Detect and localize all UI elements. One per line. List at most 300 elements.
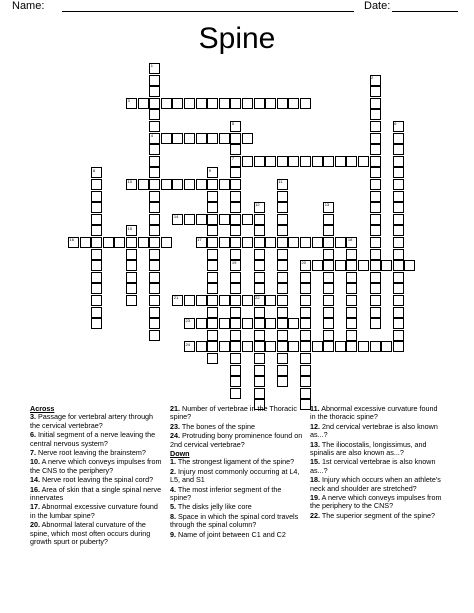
grid-cell[interactable] — [80, 237, 91, 248]
grid-cell[interactable] — [230, 283, 241, 294]
grid-cell[interactable] — [277, 214, 288, 225]
grid-cell[interactable] — [277, 156, 288, 167]
grid-cell[interactable] — [138, 98, 149, 109]
grid-cell[interactable] — [265, 156, 276, 167]
clue-text: Area of skin that a single spinal nerve innervates — [30, 484, 162, 503]
grid-cell[interactable] — [404, 260, 415, 271]
grid-cell[interactable] — [370, 272, 381, 283]
grid-cell[interactable] — [370, 202, 381, 213]
grid-cell[interactable] — [242, 237, 253, 248]
grid-cell[interactable] — [161, 98, 172, 109]
grid-cell[interactable] — [393, 133, 404, 144]
grid-cell[interactable] — [288, 237, 299, 248]
grid-cell[interactable] — [242, 295, 253, 306]
grid-cell[interactable] — [242, 133, 253, 144]
grid-cell[interactable] — [300, 156, 311, 167]
clue-number: 19 — [231, 260, 237, 266]
grid-cell[interactable] — [277, 237, 288, 248]
grid-cell[interactable] — [370, 144, 381, 155]
grid-cell[interactable] — [288, 318, 299, 329]
clue-number: 4. — [170, 484, 176, 494]
clue-number: 20. — [30, 520, 40, 530]
grid-cell[interactable] — [254, 330, 265, 341]
grid-cell[interactable] — [323, 283, 334, 294]
grid-cell[interactable] — [219, 98, 230, 109]
grid-cell[interactable] — [300, 330, 311, 341]
grid-cell[interactable] — [207, 272, 218, 283]
grid-cell[interactable] — [370, 341, 381, 352]
grid-cell[interactable] — [196, 341, 207, 352]
grid-cell[interactable] — [91, 318, 102, 329]
grid-cell[interactable] — [346, 307, 357, 318]
grid-cell[interactable] — [323, 330, 334, 341]
grid-cell[interactable] — [370, 86, 381, 97]
grid-cell[interactable] — [196, 179, 207, 190]
grid-cell[interactable] — [346, 272, 357, 283]
across-heading: Across — [30, 404, 55, 413]
grid-cell[interactable] — [207, 237, 218, 248]
grid-cell[interactable] — [149, 109, 160, 120]
grid-cell[interactable] — [254, 214, 265, 225]
grid-cell[interactable] — [277, 225, 288, 236]
clue-number: 9. — [170, 529, 176, 539]
grid-cell[interactable] — [230, 376, 241, 387]
grid-cell[interactable] — [149, 260, 160, 271]
grid-cell[interactable] — [230, 98, 241, 109]
grid-cell[interactable] — [277, 376, 288, 387]
grid-cell[interactable] — [196, 214, 207, 225]
grid-cell[interactable] — [323, 260, 334, 271]
grid-cell[interactable] — [381, 260, 392, 271]
grid-cell[interactable] — [277, 98, 288, 109]
grid-cell[interactable] — [393, 272, 404, 283]
grid-cell[interactable] — [393, 214, 404, 225]
clue-number: 1. — [170, 457, 176, 467]
grid-cell[interactable] — [323, 225, 334, 236]
grid-cell[interactable] — [393, 156, 404, 167]
grid-cell[interactable] — [207, 295, 218, 306]
grid-cell[interactable] — [219, 341, 230, 352]
grid-cell[interactable] — [184, 295, 195, 306]
grid-cell[interactable] — [219, 214, 230, 225]
grid-cell[interactable] — [149, 121, 160, 132]
grid-cell[interactable] — [312, 260, 323, 271]
grid-cell[interactable] — [161, 179, 172, 190]
grid-cell[interactable] — [230, 237, 241, 248]
grid-cell[interactable] — [393, 341, 404, 352]
grid-cell[interactable] — [277, 295, 288, 306]
grid-cell[interactable] — [300, 341, 311, 352]
grid-cell[interactable] — [346, 341, 357, 352]
grid-cell[interactable] — [230, 307, 241, 318]
grid-cell[interactable] — [207, 202, 218, 213]
grid-cell[interactable] — [312, 341, 323, 352]
grid-cell[interactable] — [254, 272, 265, 283]
date-label: Date: — [364, 0, 391, 12]
grid-cell[interactable] — [381, 341, 392, 352]
grid-cell[interactable] — [323, 249, 334, 260]
grid-cell[interactable] — [393, 225, 404, 236]
grid-cell[interactable] — [91, 214, 102, 225]
grid-cell[interactable] — [149, 86, 160, 97]
grid-cell[interactable] — [277, 353, 288, 364]
grid-cell[interactable] — [254, 249, 265, 260]
clue-text: Passage for vertebral artery through the cervical vertebrae? — [30, 412, 154, 430]
grid-cell[interactable] — [196, 295, 207, 306]
grid-cell[interactable] — [230, 167, 241, 178]
grid-cell[interactable] — [346, 283, 357, 294]
grid-cell[interactable] — [277, 330, 288, 341]
clue-number: 10. — [30, 457, 40, 467]
grid-cell[interactable] — [254, 341, 265, 352]
grid-cell[interactable] — [196, 98, 207, 109]
grid-cell[interactable] — [323, 341, 334, 352]
grid-cell[interactable] — [149, 237, 160, 248]
grid-cell[interactable] — [300, 307, 311, 318]
grid-cell[interactable] — [370, 191, 381, 202]
grid-cell[interactable] — [393, 191, 404, 202]
grid-cell[interactable] — [265, 295, 276, 306]
clue-text: Abnormal excessive curvature found in the thoracic spine? — [310, 404, 438, 422]
grid-cell[interactable] — [370, 260, 381, 271]
grid-cell[interactable] — [300, 98, 311, 109]
grid-cell[interactable] — [370, 237, 381, 248]
grid-cell[interactable] — [370, 214, 381, 225]
grid-cell[interactable] — [335, 156, 346, 167]
grid-cell[interactable] — [172, 133, 183, 144]
grid-cell[interactable] — [149, 225, 160, 236]
grid-cell[interactable] — [254, 156, 265, 167]
grid-cell[interactable] — [370, 156, 381, 167]
clue-number: 2 — [371, 74, 374, 80]
grid-cell[interactable] — [323, 307, 334, 318]
grid-cell[interactable] — [393, 260, 404, 271]
grid-cell[interactable] — [254, 260, 265, 271]
grid-cell[interactable] — [91, 191, 102, 202]
grid-cell[interactable] — [149, 330, 160, 341]
grid-cell[interactable] — [277, 318, 288, 329]
grid-cell[interactable] — [254, 225, 265, 236]
clue-item — [170, 405, 304, 422]
grid-cell[interactable] — [300, 353, 311, 364]
grid-cell[interactable] — [149, 318, 160, 329]
grid-cell[interactable] — [230, 191, 241, 202]
clue-text: 2nd cervical vertebrae is also known as...? — [310, 421, 438, 440]
grid-cell[interactable] — [91, 260, 102, 271]
grid-cell[interactable] — [346, 249, 357, 260]
grid-cell[interactable] — [103, 237, 114, 248]
grid-cell[interactable] — [126, 295, 137, 306]
grid-cell[interactable] — [91, 249, 102, 260]
grid-cell[interactable] — [277, 260, 288, 271]
clue-item — [170, 458, 304, 466]
grid-cell[interactable] — [149, 144, 160, 155]
grid-cell[interactable] — [207, 283, 218, 294]
grid-cell[interactable] — [91, 225, 102, 236]
grid-cell[interactable] — [242, 98, 253, 109]
grid-cell[interactable] — [149, 75, 160, 86]
grid-cell[interactable] — [242, 318, 253, 329]
grid-cell[interactable] — [323, 272, 334, 283]
grid-cell[interactable] — [277, 272, 288, 283]
clue-number: 8. — [170, 511, 176, 521]
grid-cell[interactable] — [126, 283, 137, 294]
grid-cell[interactable] — [242, 214, 253, 225]
grid-cell[interactable] — [393, 144, 404, 155]
grid-cell[interactable] — [149, 167, 160, 178]
clue-text: The most inferior segment of the spine? — [170, 484, 282, 503]
grid-cell[interactable] — [254, 237, 265, 248]
clue-item — [170, 503, 304, 511]
grid-cell[interactable] — [277, 307, 288, 318]
clue-number: 5. — [170, 502, 176, 512]
grid-cell[interactable] — [207, 341, 218, 352]
clue-item — [310, 494, 444, 511]
grid-cell[interactable] — [254, 353, 265, 364]
grid-cell[interactable] — [254, 307, 265, 318]
grid-cell[interactable] — [207, 353, 218, 364]
grid-cell[interactable] — [230, 272, 241, 283]
grid-cell[interactable] — [149, 307, 160, 318]
clue-number: 17. — [30, 502, 40, 512]
grid-cell[interactable] — [230, 179, 241, 190]
grid-cell[interactable] — [207, 98, 218, 109]
grid-cell[interactable] — [277, 191, 288, 202]
clues-column-2 — [170, 405, 304, 540]
clue-number: 13. — [310, 439, 320, 449]
grid-cell[interactable] — [149, 98, 160, 109]
grid-cell[interactable] — [288, 341, 299, 352]
grid-cell[interactable] — [370, 249, 381, 260]
grid-cell[interactable] — [323, 237, 334, 248]
grid-cell[interactable] — [323, 156, 334, 167]
grid-cell[interactable] — [335, 237, 346, 248]
grid-cell[interactable] — [207, 249, 218, 260]
grid-cell[interactable] — [149, 156, 160, 167]
grid-cell[interactable] — [254, 318, 265, 329]
grid-cell[interactable] — [207, 191, 218, 202]
grid-cell[interactable] — [300, 318, 311, 329]
grid-cell[interactable] — [370, 167, 381, 178]
clue-number: 11. — [310, 404, 320, 413]
grid-cell[interactable] — [370, 283, 381, 294]
grid-cell[interactable] — [393, 330, 404, 341]
grid-cell[interactable] — [254, 283, 265, 294]
grid-cell[interactable] — [370, 121, 381, 132]
grid-cell[interactable] — [265, 318, 276, 329]
clue-item — [310, 423, 444, 440]
clue-item — [170, 486, 304, 503]
grid-cell[interactable] — [370, 98, 381, 109]
grid-cell[interactable] — [254, 388, 265, 399]
grid-cell[interactable] — [219, 179, 230, 190]
grid-cell[interactable] — [346, 260, 357, 271]
grid-cell[interactable] — [393, 295, 404, 306]
grid-cell[interactable] — [370, 318, 381, 329]
grid-cell[interactable] — [207, 318, 218, 329]
grid-cell[interactable] — [393, 179, 404, 190]
grid-cell[interactable] — [207, 133, 218, 144]
grid-cell[interactable] — [196, 133, 207, 144]
grid-cell[interactable] — [358, 156, 369, 167]
grid-cell[interactable] — [277, 202, 288, 213]
grid-cell[interactable] — [149, 191, 160, 202]
grid-cell[interactable] — [230, 225, 241, 236]
grid-cell[interactable] — [300, 376, 311, 387]
grid-cell[interactable] — [346, 156, 357, 167]
grid-cell[interactable] — [161, 133, 172, 144]
grid-cell[interactable] — [172, 98, 183, 109]
grid-cell[interactable] — [370, 295, 381, 306]
grid-cell[interactable] — [149, 179, 160, 190]
grid-cell[interactable] — [254, 98, 265, 109]
grid-cell[interactable] — [265, 98, 276, 109]
grid-cell[interactable] — [323, 295, 334, 306]
grid-cell[interactable] — [393, 249, 404, 260]
grid-cell[interactable] — [346, 330, 357, 341]
clue-text: Protruding bony prominence found on 2nd cervical vertebrae? — [170, 431, 303, 449]
grid-cell[interactable] — [230, 214, 241, 225]
grid-cell[interactable] — [370, 225, 381, 236]
grid-cell[interactable] — [312, 237, 323, 248]
clue-item — [30, 431, 164, 448]
grid-cell[interactable] — [126, 237, 137, 248]
grid-cell[interactable] — [207, 214, 218, 225]
grid-cell[interactable] — [91, 202, 102, 213]
grid-cell[interactable] — [277, 283, 288, 294]
grid-cell[interactable] — [230, 365, 241, 376]
clue-text: Nerve root leaving the spinal cord? — [40, 475, 154, 485]
grid-cell[interactable] — [393, 202, 404, 213]
grid-cell[interactable] — [149, 283, 160, 294]
grid-cell[interactable] — [370, 133, 381, 144]
grid-cell[interactable] — [300, 365, 311, 376]
grid-cell[interactable] — [230, 295, 241, 306]
grid-cell[interactable] — [196, 318, 207, 329]
grid-cell[interactable] — [277, 341, 288, 352]
grid-cell[interactable] — [370, 109, 381, 120]
grid-cell[interactable] — [138, 237, 149, 248]
clue-text: Abnormal excessive curvature found in the lumbar spine? — [30, 502, 158, 520]
grid-cell[interactable] — [393, 237, 404, 248]
clues-column-3 — [310, 405, 444, 521]
grid-cell[interactable] — [288, 156, 299, 167]
grid-cell[interactable] — [230, 202, 241, 213]
down-heading: Down — [170, 449, 190, 459]
grid-cell[interactable] — [91, 179, 102, 190]
grid-cell[interactable] — [149, 214, 160, 225]
grid-cell[interactable] — [230, 318, 241, 329]
grid-cell[interactable] — [393, 283, 404, 294]
grid-cell[interactable] — [358, 260, 369, 271]
grid-cell[interactable] — [126, 249, 137, 260]
grid-cell[interactable] — [300, 237, 311, 248]
grid-cell[interactable] — [126, 260, 137, 271]
grid-cell[interactable] — [219, 318, 230, 329]
grid-cell[interactable] — [393, 307, 404, 318]
grid-cell[interactable] — [254, 376, 265, 387]
grid-cell[interactable] — [393, 167, 404, 178]
grid-cell[interactable] — [184, 179, 195, 190]
grid-cell[interactable] — [207, 225, 218, 236]
grid-cell[interactable] — [172, 179, 183, 190]
grid-cell[interactable] — [149, 202, 160, 213]
grid-cell[interactable] — [161, 237, 172, 248]
grid-cell[interactable] — [358, 341, 369, 352]
grid-cell[interactable] — [323, 318, 334, 329]
grid-cell[interactable] — [230, 330, 241, 341]
grid-cell[interactable] — [149, 295, 160, 306]
grid-cell[interactable] — [335, 260, 346, 271]
grid-cell[interactable] — [346, 318, 357, 329]
grid-cell[interactable] — [346, 295, 357, 306]
grid-cell[interactable] — [230, 144, 241, 155]
grid-cell[interactable] — [300, 295, 311, 306]
grid-cell[interactable] — [219, 295, 230, 306]
grid-cell[interactable] — [114, 237, 125, 248]
grid-cell[interactable] — [184, 98, 195, 109]
grid-cell[interactable] — [230, 341, 241, 352]
grid-cell[interactable] — [184, 214, 195, 225]
grid-cell[interactable] — [91, 283, 102, 294]
grid-cell[interactable] — [207, 330, 218, 341]
grid-cell[interactable] — [149, 249, 160, 260]
grid-cell[interactable] — [91, 237, 102, 248]
grid-cell[interactable] — [335, 341, 346, 352]
grid-cell[interactable] — [265, 237, 276, 248]
grid-cell[interactable] — [91, 295, 102, 306]
grid-cell[interactable] — [219, 237, 230, 248]
grid-cell[interactable] — [149, 272, 160, 283]
clue-text: The bones of the spine — [180, 421, 255, 431]
grid-cell[interactable] — [230, 353, 241, 364]
grid-cell[interactable] — [265, 341, 276, 352]
grid-cell[interactable] — [370, 307, 381, 318]
grid-cell[interactable] — [277, 249, 288, 260]
clue-item — [30, 413, 164, 430]
clue-number: 24. — [170, 431, 180, 441]
grid-cell[interactable] — [230, 133, 241, 144]
grid-cell[interactable] — [230, 249, 241, 260]
grid-cell[interactable] — [184, 133, 195, 144]
grid-cell[interactable] — [242, 156, 253, 167]
grid-cell[interactable] — [288, 98, 299, 109]
grid-cell[interactable] — [207, 179, 218, 190]
grid-cell[interactable] — [138, 179, 149, 190]
grid-cell[interactable] — [254, 365, 265, 376]
grid-cell[interactable] — [242, 341, 253, 352]
grid-cell[interactable] — [207, 260, 218, 271]
grid-cell[interactable] — [207, 307, 218, 318]
grid-cell[interactable] — [91, 272, 102, 283]
grid-cell[interactable] — [300, 272, 311, 283]
clue-text: Injury most commonly occurring at L4, L5, and S1 — [170, 466, 300, 485]
grid-cell[interactable] — [323, 214, 334, 225]
grid-cell[interactable] — [300, 283, 311, 294]
grid-cell[interactable] — [312, 156, 323, 167]
clues-column-1 — [30, 405, 164, 548]
grid-cell[interactable] — [230, 388, 241, 399]
grid-cell[interactable] — [370, 179, 381, 190]
clue-number: 1 — [150, 63, 153, 69]
grid-cell[interactable] — [126, 272, 137, 283]
grid-cell[interactable] — [91, 307, 102, 318]
grid-cell[interactable] — [300, 388, 311, 399]
grid-cell[interactable] — [393, 318, 404, 329]
grid-cell[interactable] — [277, 365, 288, 376]
clue-item — [310, 458, 444, 475]
grid-cell[interactable] — [219, 133, 230, 144]
